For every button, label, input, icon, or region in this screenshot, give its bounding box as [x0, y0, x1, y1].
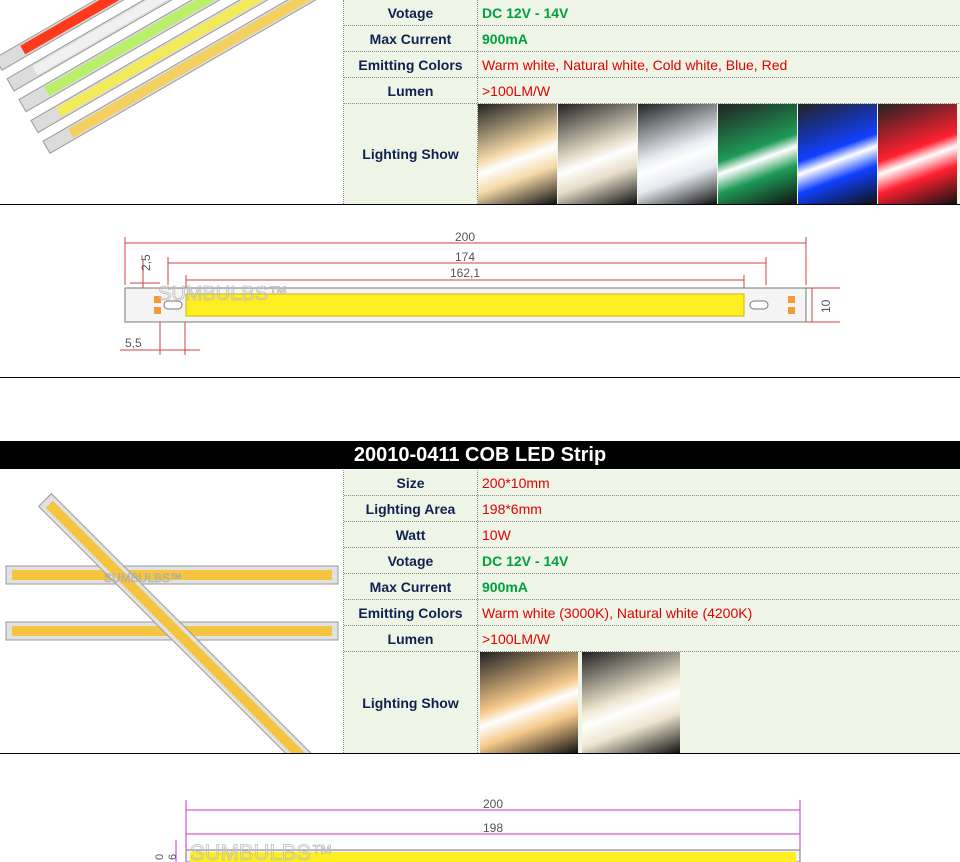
- spec-row-votage: [344, 548, 960, 574]
- dim-label-left-small: 2,5: [139, 254, 153, 271]
- spec-value: Warm white, Natural white, Cold white, Blue, Red: [482, 56, 788, 73]
- spec-label: Lighting Show: [344, 652, 478, 753]
- dim-label-total: 200: [454, 230, 476, 244]
- spec-label: Lighting Show: [344, 104, 478, 204]
- lighting-show-gallery: [478, 104, 960, 204]
- spec-value: DC 12V - 14V: [482, 552, 569, 569]
- dim-label-inner: 162,1: [449, 266, 481, 280]
- spec-row-max-current: [344, 26, 960, 52]
- spec-row-lumen: [344, 78, 960, 104]
- spec-label: Size: [344, 470, 478, 495]
- divider: [0, 377, 960, 378]
- dim-label-height: 10: [819, 299, 833, 313]
- spec-row-lighting-show: [344, 104, 960, 204]
- spec-value: DC 12V - 14V: [482, 4, 569, 21]
- spec-table-2: [343, 470, 960, 753]
- spec-label: Votage: [344, 0, 478, 25]
- dim-label-bottom: 5,5: [125, 336, 142, 350]
- spec-value: Warm white (3000K), Natural white (4200K): [482, 604, 753, 621]
- spec-row-lighting-area: [344, 496, 960, 522]
- watermark: SUMBULBS™: [104, 571, 183, 585]
- dim-label-inner: 198: [482, 821, 504, 835]
- spec-table-1: [343, 0, 960, 204]
- spec-value: >100LM/W: [482, 630, 551, 647]
- watermark: SUMBULBS™: [190, 840, 334, 862]
- spec-label: Max Current: [344, 574, 478, 599]
- lighting-show-photo: [558, 104, 637, 204]
- spec-row-size: [344, 470, 960, 496]
- dim-label-left2: 6: [167, 853, 179, 860]
- spec-row-max-current: [344, 574, 960, 600]
- watermark: SUMBULBS™: [158, 283, 289, 305]
- dimension-drawing-2: [0, 790, 960, 862]
- spec-label: Lumen: [344, 626, 478, 651]
- spec-label: Emitting Colors: [344, 52, 478, 77]
- spec-row-emitting-colors: [344, 52, 960, 78]
- dimension-drawing-1: [0, 205, 960, 377]
- spec-value: >100LM/W: [482, 82, 551, 99]
- spec-label: Emitting Colors: [344, 600, 478, 625]
- spec-row-lumen: [344, 626, 960, 652]
- spec-value: 198*6mm: [482, 500, 542, 517]
- dim-label-left: 0: [154, 853, 166, 860]
- spec-label: Watt: [344, 522, 478, 547]
- spec-label: Max Current: [344, 26, 478, 51]
- lighting-show-photo: [582, 652, 680, 753]
- product-photo-strips-2: [0, 470, 343, 753]
- spec-value: 900mA: [482, 30, 528, 47]
- divider: [0, 753, 960, 754]
- lighting-show-photo: [480, 652, 578, 753]
- spec-value: 10W: [482, 526, 511, 543]
- spec-row-votage: [344, 0, 960, 26]
- lighting-show-photo: [798, 104, 877, 204]
- spec-row-lighting-show: [344, 652, 960, 753]
- dim-label-mid: 174: [454, 250, 476, 264]
- lighting-show-photo: [718, 104, 797, 204]
- section-title: 20010-0411 COB LED Strip: [0, 441, 960, 469]
- lighting-show-photo: [878, 104, 957, 204]
- lighting-show-photo: [478, 104, 557, 204]
- spec-label: Lighting Area: [344, 496, 478, 521]
- product-photo-strips: [0, 0, 343, 204]
- spec-value: 200*10mm: [482, 474, 550, 491]
- spec-row-watt: [344, 522, 960, 548]
- spec-label: Votage: [344, 548, 478, 573]
- spec-row-emitting-colors: [344, 600, 960, 626]
- lighting-show-gallery: [478, 652, 960, 753]
- lighting-show-photo: [638, 104, 717, 204]
- spec-value: 900mA: [482, 578, 528, 595]
- spec-label: Lumen: [344, 78, 478, 103]
- dim-label-total: 200: [482, 797, 504, 811]
